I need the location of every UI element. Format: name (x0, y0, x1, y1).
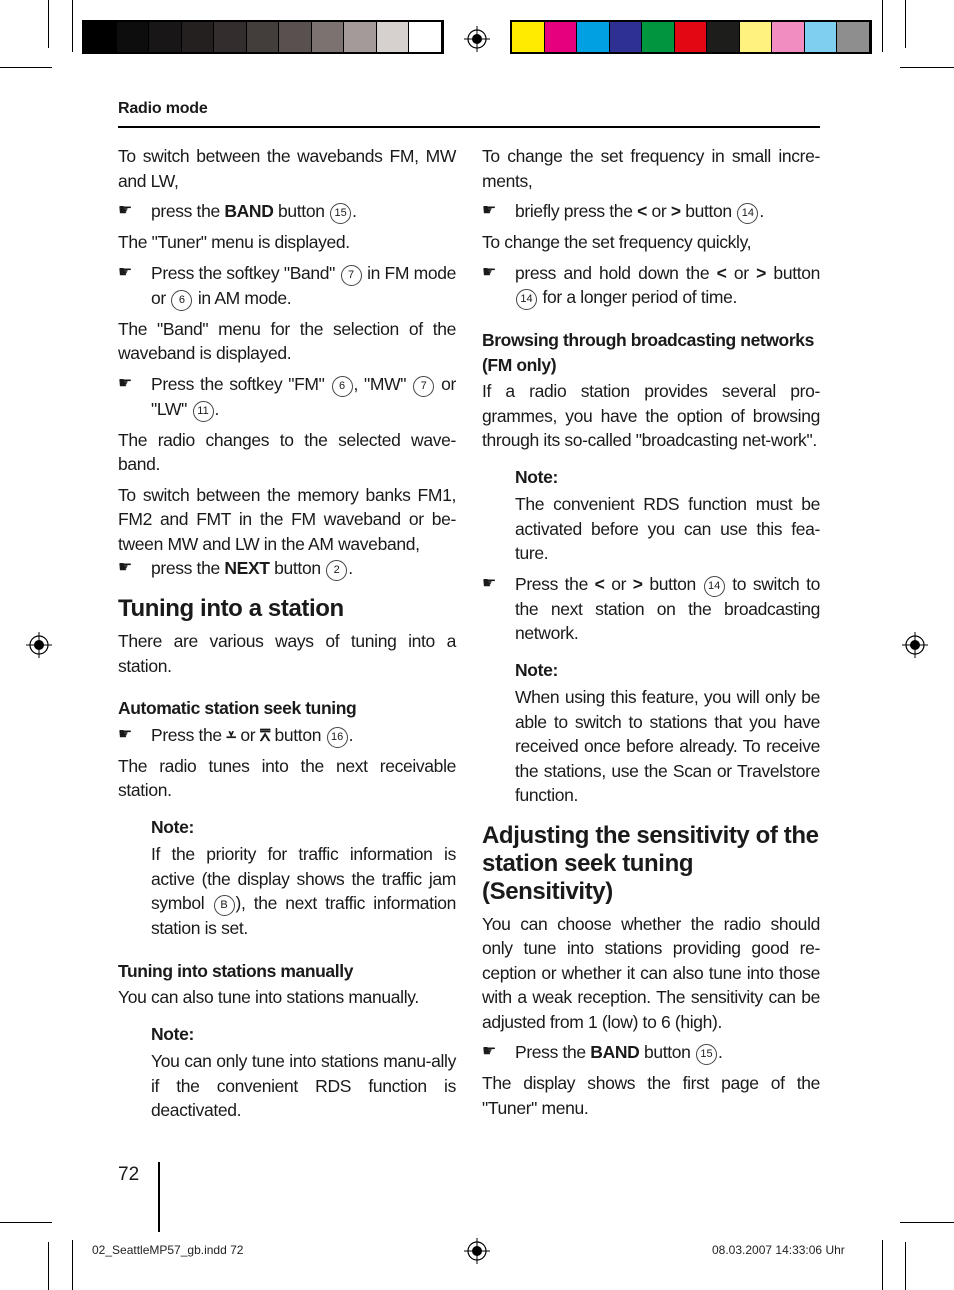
right-column (482, 144, 820, 1126)
instruction-item: ☛ Press the < or > button 14 to switch to the next station on the broadcasting network. (482, 573, 820, 643)
file-slug: 02_SeattleMP57_gb.indd 72 (92, 1243, 244, 1257)
instruction-item: ☛ briefly press the < or > button 14 . (482, 199, 820, 224)
color-swatch (577, 22, 610, 52)
color-swatch (312, 22, 345, 52)
page-number-rule (158, 1162, 160, 1232)
paragraph: To change the set frequency quickly, (482, 232, 752, 252)
button-number-badge: 15 (330, 203, 351, 224)
pointing-hand-icon: ☛ (482, 1043, 496, 1060)
color-swatch (772, 22, 805, 52)
note-title: Note: (515, 659, 558, 680)
section-title: Tuning into a station (118, 595, 344, 622)
chevron-right-icon: > (756, 262, 767, 283)
button-number-badge: 6 (171, 290, 192, 311)
color-swatch (247, 22, 280, 52)
registration-mark-icon (902, 632, 928, 658)
registration-mark-icon (464, 26, 490, 52)
instruction-item: ☛ Press the softkey "Band" 7 in FM mode or 6 in AM mode. (118, 261, 456, 311)
note-box (482, 465, 820, 566)
chevron-right-icon: > (670, 201, 681, 221)
seek-down-icon: ⩡ (226, 724, 236, 745)
seek-up-icon: ⩞ (259, 724, 271, 745)
color-swatch (545, 22, 578, 52)
paragraph: The radio tunes into the next receivable station. (118, 755, 456, 800)
pointing-hand-icon: ☛ (482, 202, 496, 219)
chevron-left-icon: < (637, 201, 647, 221)
next-button-label: NEXT (224, 558, 270, 578)
subheading: Tuning into stations manually (118, 960, 354, 981)
color-swatch (805, 22, 838, 52)
button-number-badge: 11 (193, 401, 214, 422)
instruction-item: ☛ Press the softkey "FM" 6 , "MW" 7 or "LW" 11 . (118, 372, 456, 422)
chevron-right-icon: > (632, 573, 643, 594)
instruction-item: ☛ Press the ⩡ or ⩞ button 16 . (118, 723, 456, 748)
section-title: Adjusting the sensitivity of the station seek tuning (Sensitivity) (482, 821, 819, 905)
button-number-badge: 15 (696, 1044, 717, 1065)
date-slug: 08.03.2007 14:33:06 Uhr (712, 1243, 845, 1257)
paragraph: There are various ways of tuning into a station. (118, 631, 456, 676)
button-number-badge: 14 (737, 203, 758, 224)
header-rule (118, 126, 820, 128)
color-swatch (214, 22, 247, 52)
registration-mark-icon (464, 1238, 490, 1264)
button-number-badge: 16 (327, 727, 348, 748)
note-text: When using this feature, you will only be able to switch to stations that you have received once before already. To receive the stations, use the Scan or Travelstore function. (515, 687, 820, 805)
color-swatch (610, 22, 643, 52)
instruction-item: ☛ press and hold down the < or > button 14 for a longer period of time. (482, 261, 820, 311)
paragraph: The radio changes to the selected wave-band. (118, 429, 456, 474)
traffic-jam-symbol-icon: B (214, 895, 235, 916)
color-swatch (409, 22, 442, 52)
pointing-hand-icon: ☛ (118, 374, 132, 392)
instruction-item: ☛ Press the BAND button 15 . (482, 1040, 820, 1065)
paragraph: You can also tune into stations manually. (118, 987, 419, 1007)
color-swatch (675, 22, 708, 52)
page-number: 72 (118, 1164, 140, 1185)
note-title: Note: (151, 1023, 194, 1044)
color-swatch (837, 22, 870, 52)
paragraph: The "Band" menu for the selection of the waveband is displayed. (118, 318, 456, 363)
color-swatch (740, 22, 773, 52)
button-number-badge: 6 (332, 376, 353, 397)
color-swatch (84, 22, 117, 52)
band-button-label: BAND (590, 1042, 640, 1062)
pointing-hand-icon: ☛ (118, 263, 132, 281)
color-swatch (279, 22, 312, 52)
note-title: Note: (515, 466, 558, 487)
note-box (118, 1022, 456, 1123)
button-number-badge: 2 (326, 560, 347, 581)
note-box (482, 658, 820, 808)
paragraph: The display shows the first page of the "Tuner" menu. (482, 1073, 820, 1118)
color-swatch (512, 22, 545, 52)
band-button-label: BAND (224, 201, 274, 221)
paragraph: To switch between the wavebands FM, MW and LW, (118, 146, 456, 191)
registration-mark-icon (26, 632, 52, 658)
paragraph: If a radio station provides several pro-grammes, you have the option of browsing through its so-called "broadcasting net-work". (482, 381, 820, 450)
pointing-hand-icon: ☛ (482, 574, 496, 592)
color-swatch (182, 22, 215, 52)
paragraph: The "Tuner" menu is displayed. (118, 232, 350, 252)
process-color-bar (510, 20, 872, 54)
chevron-left-icon: < (594, 573, 605, 594)
pointing-hand-icon: ☛ (118, 725, 132, 743)
grayscale-color-bar (82, 20, 444, 54)
note-box (118, 815, 456, 941)
note-title: Note: (151, 816, 194, 837)
left-column (118, 144, 456, 1129)
color-swatch (707, 22, 740, 52)
paragraph: To change the set frequency in small incre-ments, (482, 146, 820, 191)
color-swatch (642, 22, 675, 52)
pointing-hand-icon: ☛ (118, 559, 132, 576)
button-number-badge: 7 (341, 265, 362, 286)
chevron-left-icon: < (716, 262, 727, 283)
subheading: Browsing through broadcasting networks (FM only) (482, 330, 814, 375)
running-head: Radio mode (118, 100, 208, 117)
color-swatch (149, 22, 182, 52)
button-number-badge: 14 (704, 576, 725, 597)
paragraph: You can choose whether the radio should only tune into stations providing good re-ception or whether it can also tune into those with a weak reception. The sensitivity can be adjusted from 1 (low) to 6 (high). (482, 913, 820, 1032)
pointing-hand-icon: ☛ (482, 263, 496, 281)
color-swatch (117, 22, 150, 52)
instruction-item: ☛ press the BAND button 15 . (118, 199, 456, 224)
note-text: You can only tune into stations manu-ally if the convenient RDS function is deactivated. (151, 1051, 456, 1120)
instruction-item: ☛ press the NEXT button 2 . (118, 556, 456, 581)
color-swatch (344, 22, 377, 52)
button-number-badge: 14 (516, 289, 537, 310)
note-text: The convenient RDS function must be activated before you can use this fea-ture. (515, 494, 820, 563)
note-text: If the priority for traffic information is active (the display shows the traffic jam symbol B ), the next traffic information station is set. (151, 844, 456, 938)
subheading: Automatic station seek tuning (118, 698, 357, 718)
paragraph: To switch between the memory banks FM1, FM2 and FMT in the FM waveband or be-tween MW and LW in the AM waveband, (118, 484, 456, 554)
button-number-badge: 7 (413, 376, 434, 397)
color-swatch (377, 22, 410, 52)
pointing-hand-icon: ☛ (118, 202, 132, 219)
